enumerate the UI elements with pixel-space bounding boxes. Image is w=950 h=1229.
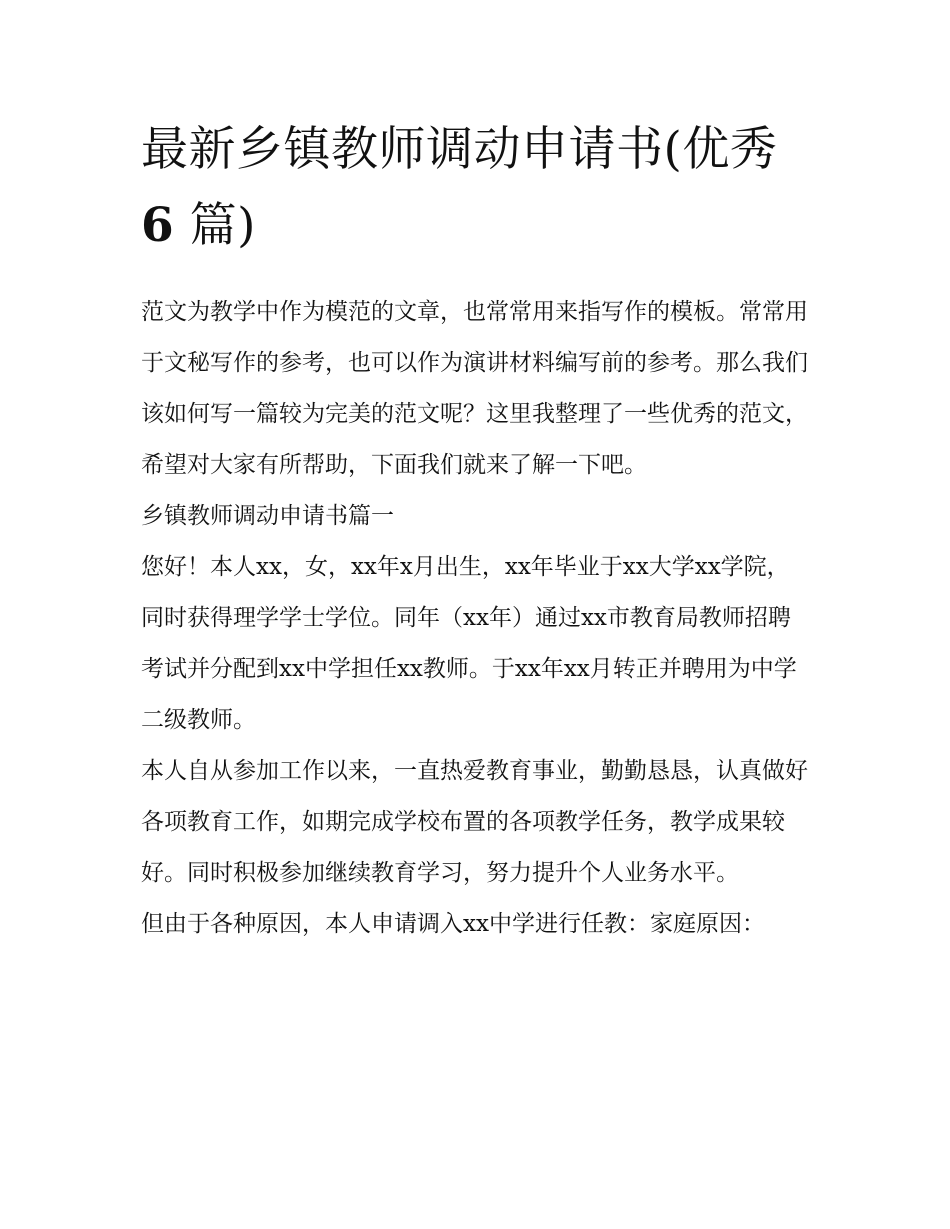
body-paragraph-1: 您好！本人xx，女，xx年x月出生，xx年毕业于xx大学xx学院，同时获得理学学士学位。同年（xx年）通过xx市教育局教师招聘考试并分配到xx中学担任xx教师。于xx年xx月转正并聘用为中学二级教师。: [141, 554, 797, 733]
document-body: [141, 287, 816, 950]
body-paragraph-2: 本人自从参加工作以来，一直热爱教育事业，勤勤恳恳，认真做好各项教育工作，如期完成学校布置的各项教学任务，教学成果较好。同时积极参加继续教育学习，努力提升个人业务水平。: [141, 758, 808, 886]
document-title: [141, 112, 811, 264]
title-number: 6: [141, 198, 175, 253]
intro-paragraph: 范文为教学中作为模范的文章，也常常用来指写作的模板。常常用于文秘写作的参考，也可以作为演讲材料编写前的参考。那么我们该如何写一篇较为完美的范文呢？这里我整理了一些优秀的范文，希望对大家有所帮助，下面我们就来了解一下吧。: [141, 299, 808, 478]
body-paragraph-3: 但由于各种原因，本人申请调入xx中学进行任教：家庭原因：: [141, 911, 765, 937]
document-content: [141, 112, 816, 950]
title-line-1: 最新乡镇教师调动申请书(优秀: [141, 122, 778, 177]
section-heading: 乡镇教师调动申请书篇一: [141, 503, 394, 529]
title-line-2: 篇): [189, 198, 256, 253]
